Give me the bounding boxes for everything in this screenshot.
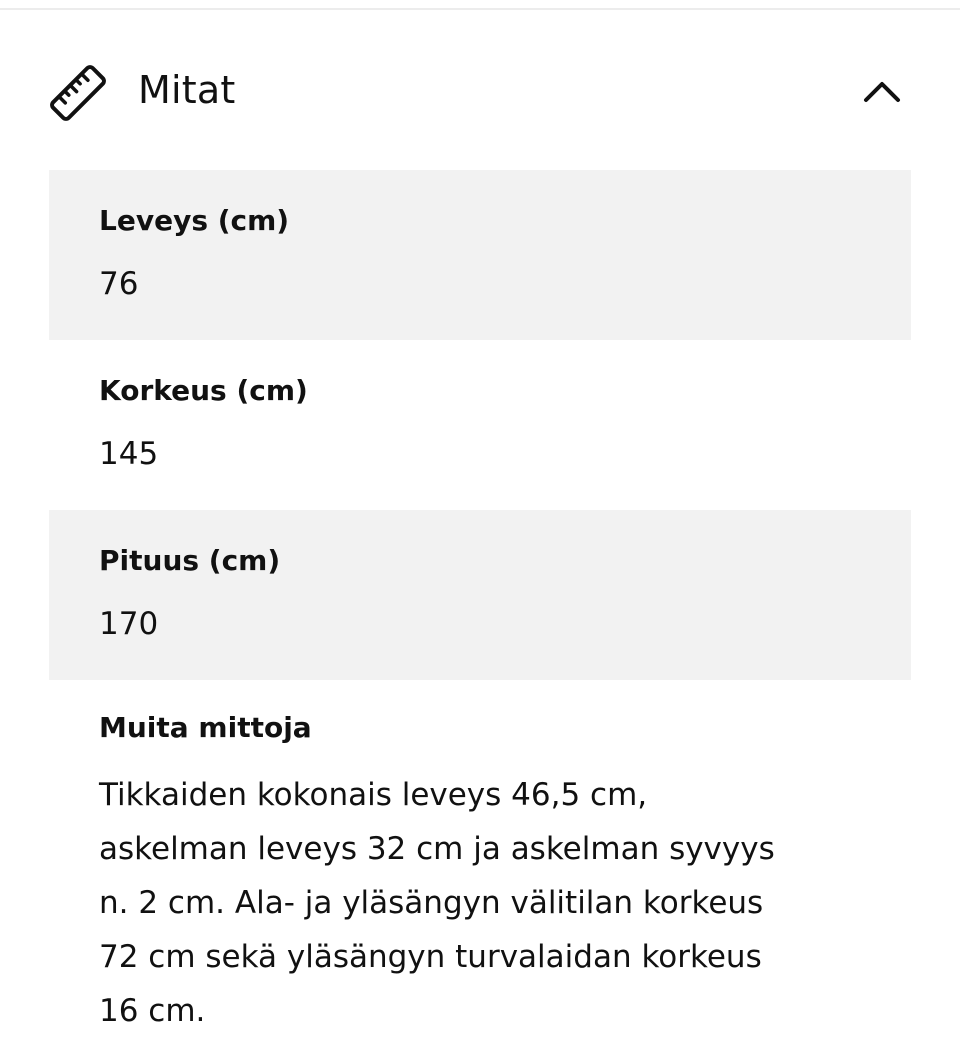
dimension-label: Leveys (cm): [99, 204, 290, 237]
dimension-value: 76: [99, 266, 139, 302]
other-dimensions-line: Tikkaiden kokonais leveys 46,5 cm,: [99, 777, 648, 813]
other-dimensions-line: n. 2 cm. Ala- ja yläsängyn välitilan korkeus: [99, 885, 764, 921]
dimension-value: 145: [99, 436, 159, 472]
dimension-label: Korkeus (cm): [99, 374, 308, 407]
dimension-row-width: [49, 170, 911, 340]
chevron-up-icon[interactable]: [860, 76, 904, 106]
other-dimensions: [99, 710, 879, 1038]
other-dimensions-line: 16 cm.: [99, 993, 206, 1029]
dimensions-accordion-header[interactable]: [0, 40, 960, 144]
other-dimensions-line: 72 cm sekä yläsängyn turvalaidan korkeus: [99, 939, 762, 975]
top-divider: [0, 8, 960, 10]
dimension-row-height: [49, 340, 911, 510]
ruler-icon: [48, 64, 108, 122]
dimensions-list: [49, 170, 911, 680]
dimension-value: 170: [99, 606, 159, 642]
accordion-title: Mitat: [138, 68, 236, 112]
other-dimensions-line: askelman leveys 32 cm ja askelman syvyys: [99, 831, 775, 867]
other-dimensions-label: Muita mittoja: [99, 711, 312, 744]
other-dimensions-text: [99, 768, 859, 1038]
dimension-label: Pituus (cm): [99, 544, 281, 577]
dimension-row-length: [49, 510, 911, 680]
